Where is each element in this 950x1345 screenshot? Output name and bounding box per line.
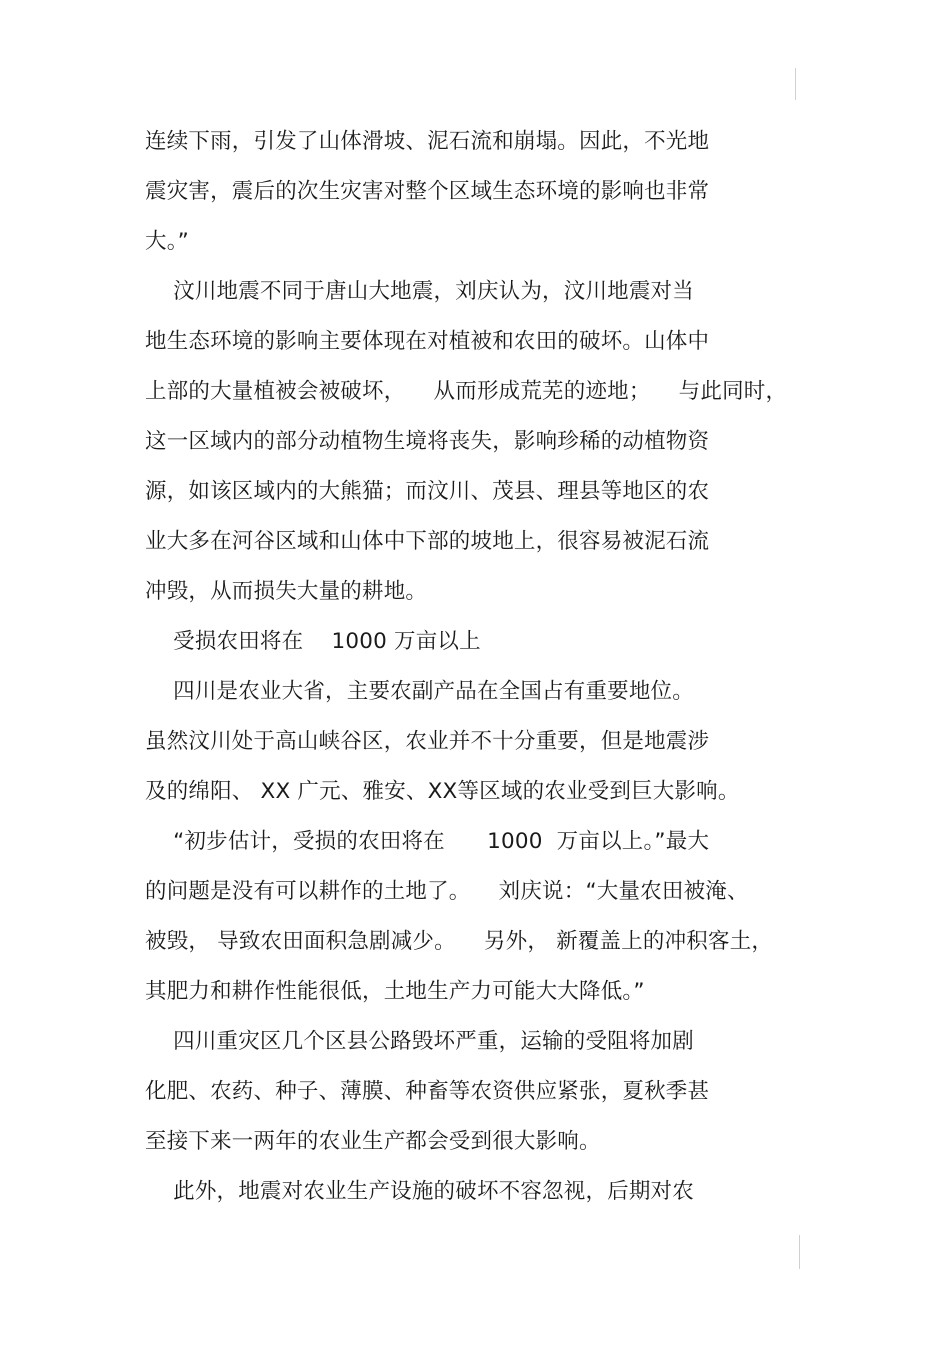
- text-line-20: 化肥、农药、种子、薄膜、种畜等农资供应紧张，夏秋季甚: [145, 1079, 710, 1104]
- text-line-7: 这一区域内的部分动植物生境将丧失，影响珍稀的动植物资: [145, 429, 710, 454]
- text-line-15: “初步估计，受损的农田将在 1000 万亩以上。”最大: [145, 829, 710, 854]
- text-line-13: 虽然汶川处于高山峡谷区，农业并不十分重要，但是地震涉: [145, 729, 710, 754]
- text-line-5: 地生态环境的影响主要体现在对植被和农田的破坏。山体中: [145, 329, 710, 354]
- text-line-14: 及的绵阳、 XX 广元、雅安、XX等区域的农业受到巨大影响。: [145, 779, 740, 804]
- text-line-1: 连续下雨，引发了山体滑坡、泥石流和崩塌。因此，不光地: [145, 129, 710, 154]
- text-line-22: 此外，地震对农业生产设施的破坏不容忽视，后期对农: [145, 1179, 694, 1204]
- text-line-18: 其肥力和耕作性能很低，土地生产力可能大大降低。”: [145, 979, 645, 1004]
- text-line-9: 业大多在河谷区域和山体中下部的坡地上，很容易被泥石流: [145, 529, 710, 554]
- page-corner-mark-bottom: [799, 1235, 800, 1269]
- text-line-10: 冲毁，从而损失大量的耕地。: [145, 579, 428, 604]
- text-line-17: 被毁， 导致农田面积急剧减少。 另外， 新覆盖上的冲积客土，: [145, 929, 774, 954]
- text-line-4: 汶川地震不同于唐山大地震，刘庆认为，汶川地震对当: [145, 279, 694, 304]
- text-line-6: 上部的大量植被会被破坏， 从而形成荒芜的迹地； 与此同时，: [145, 379, 788, 404]
- text-line-16: 的问题是没有可以耕作的土地了。 刘庆说：“大量农田被淹、: [145, 879, 749, 904]
- page-corner-mark-top: [795, 68, 796, 100]
- text-line-2: 震灾害，震后的次生灾害对整个区域生态环境的影响也非常: [145, 179, 710, 204]
- text-line-3: 大。”: [145, 229, 189, 254]
- text-line-21: 至接下来一两年的农业生产都会受到很大影响。: [145, 1129, 601, 1154]
- section-heading: 受损农田将在 1000 万亩以上: [145, 629, 481, 654]
- text-line-8: 源，如该区域内的大熊猫；而汶川、茂县、理县等地区的农: [145, 479, 710, 504]
- text-line-12: 四川是农业大省，主要农副产品在全国占有重要地位。: [145, 679, 694, 704]
- text-line-19: 四川重灾区几个区县公路毁坏严重，运输的受阻将加剧: [145, 1029, 694, 1054]
